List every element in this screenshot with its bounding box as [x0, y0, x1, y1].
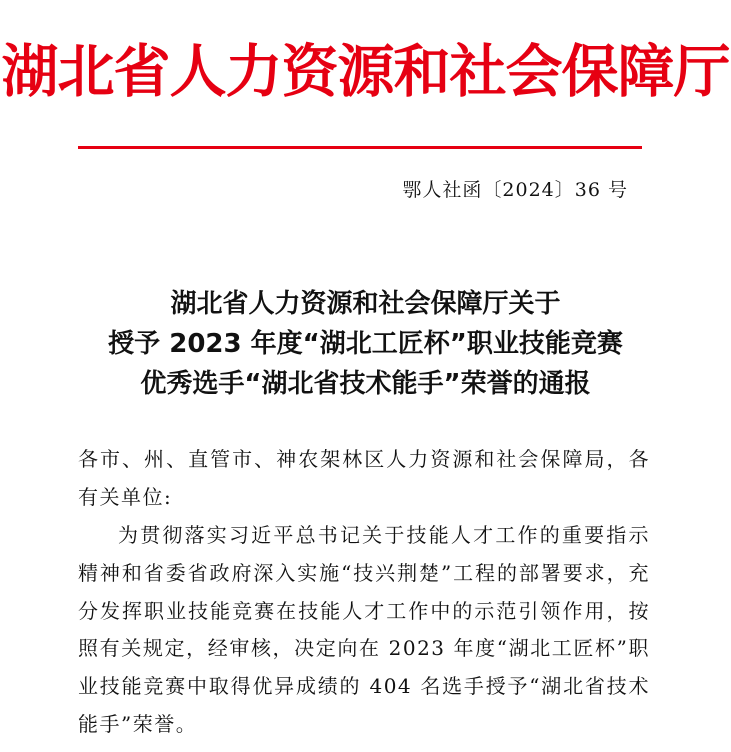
document-number: 鄂人社函〔2024〕36 号: [402, 179, 628, 201]
body-paragraph: 为贯彻落实习近平总书记关于技能人才工作的重要指示精神和省委省政府深入实施“技兴荆楚”工程的部署要求，充分发挥职业技能竞赛在技能人才工作中的示范引领作用，按照有关规定，经审核，决定向在 2023 年度“湖北工匠杯”职业技能竞赛中取得优异成绩的 404 名选手授予“湖北省技术能手”荣誉。: [78, 523, 650, 736]
masthead-title: 湖北省人力资源和社会保障厅: [1, 39, 730, 105]
masthead-divider: [78, 146, 642, 149]
title-line: 授予 2023 年度“湖北工匠杯”职业技能竞赛: [108, 329, 623, 359]
document-title: [0, 284, 731, 404]
title-line: 湖北省人力资源和社会保障厅关于: [170, 289, 561, 319]
title-line: 优秀选手“湖北省技术能手”荣誉的通报: [140, 369, 591, 399]
salutation: 各市、州、直管市、神农架林区人力资源和社会保障局，各有关单位:: [78, 447, 650, 509]
